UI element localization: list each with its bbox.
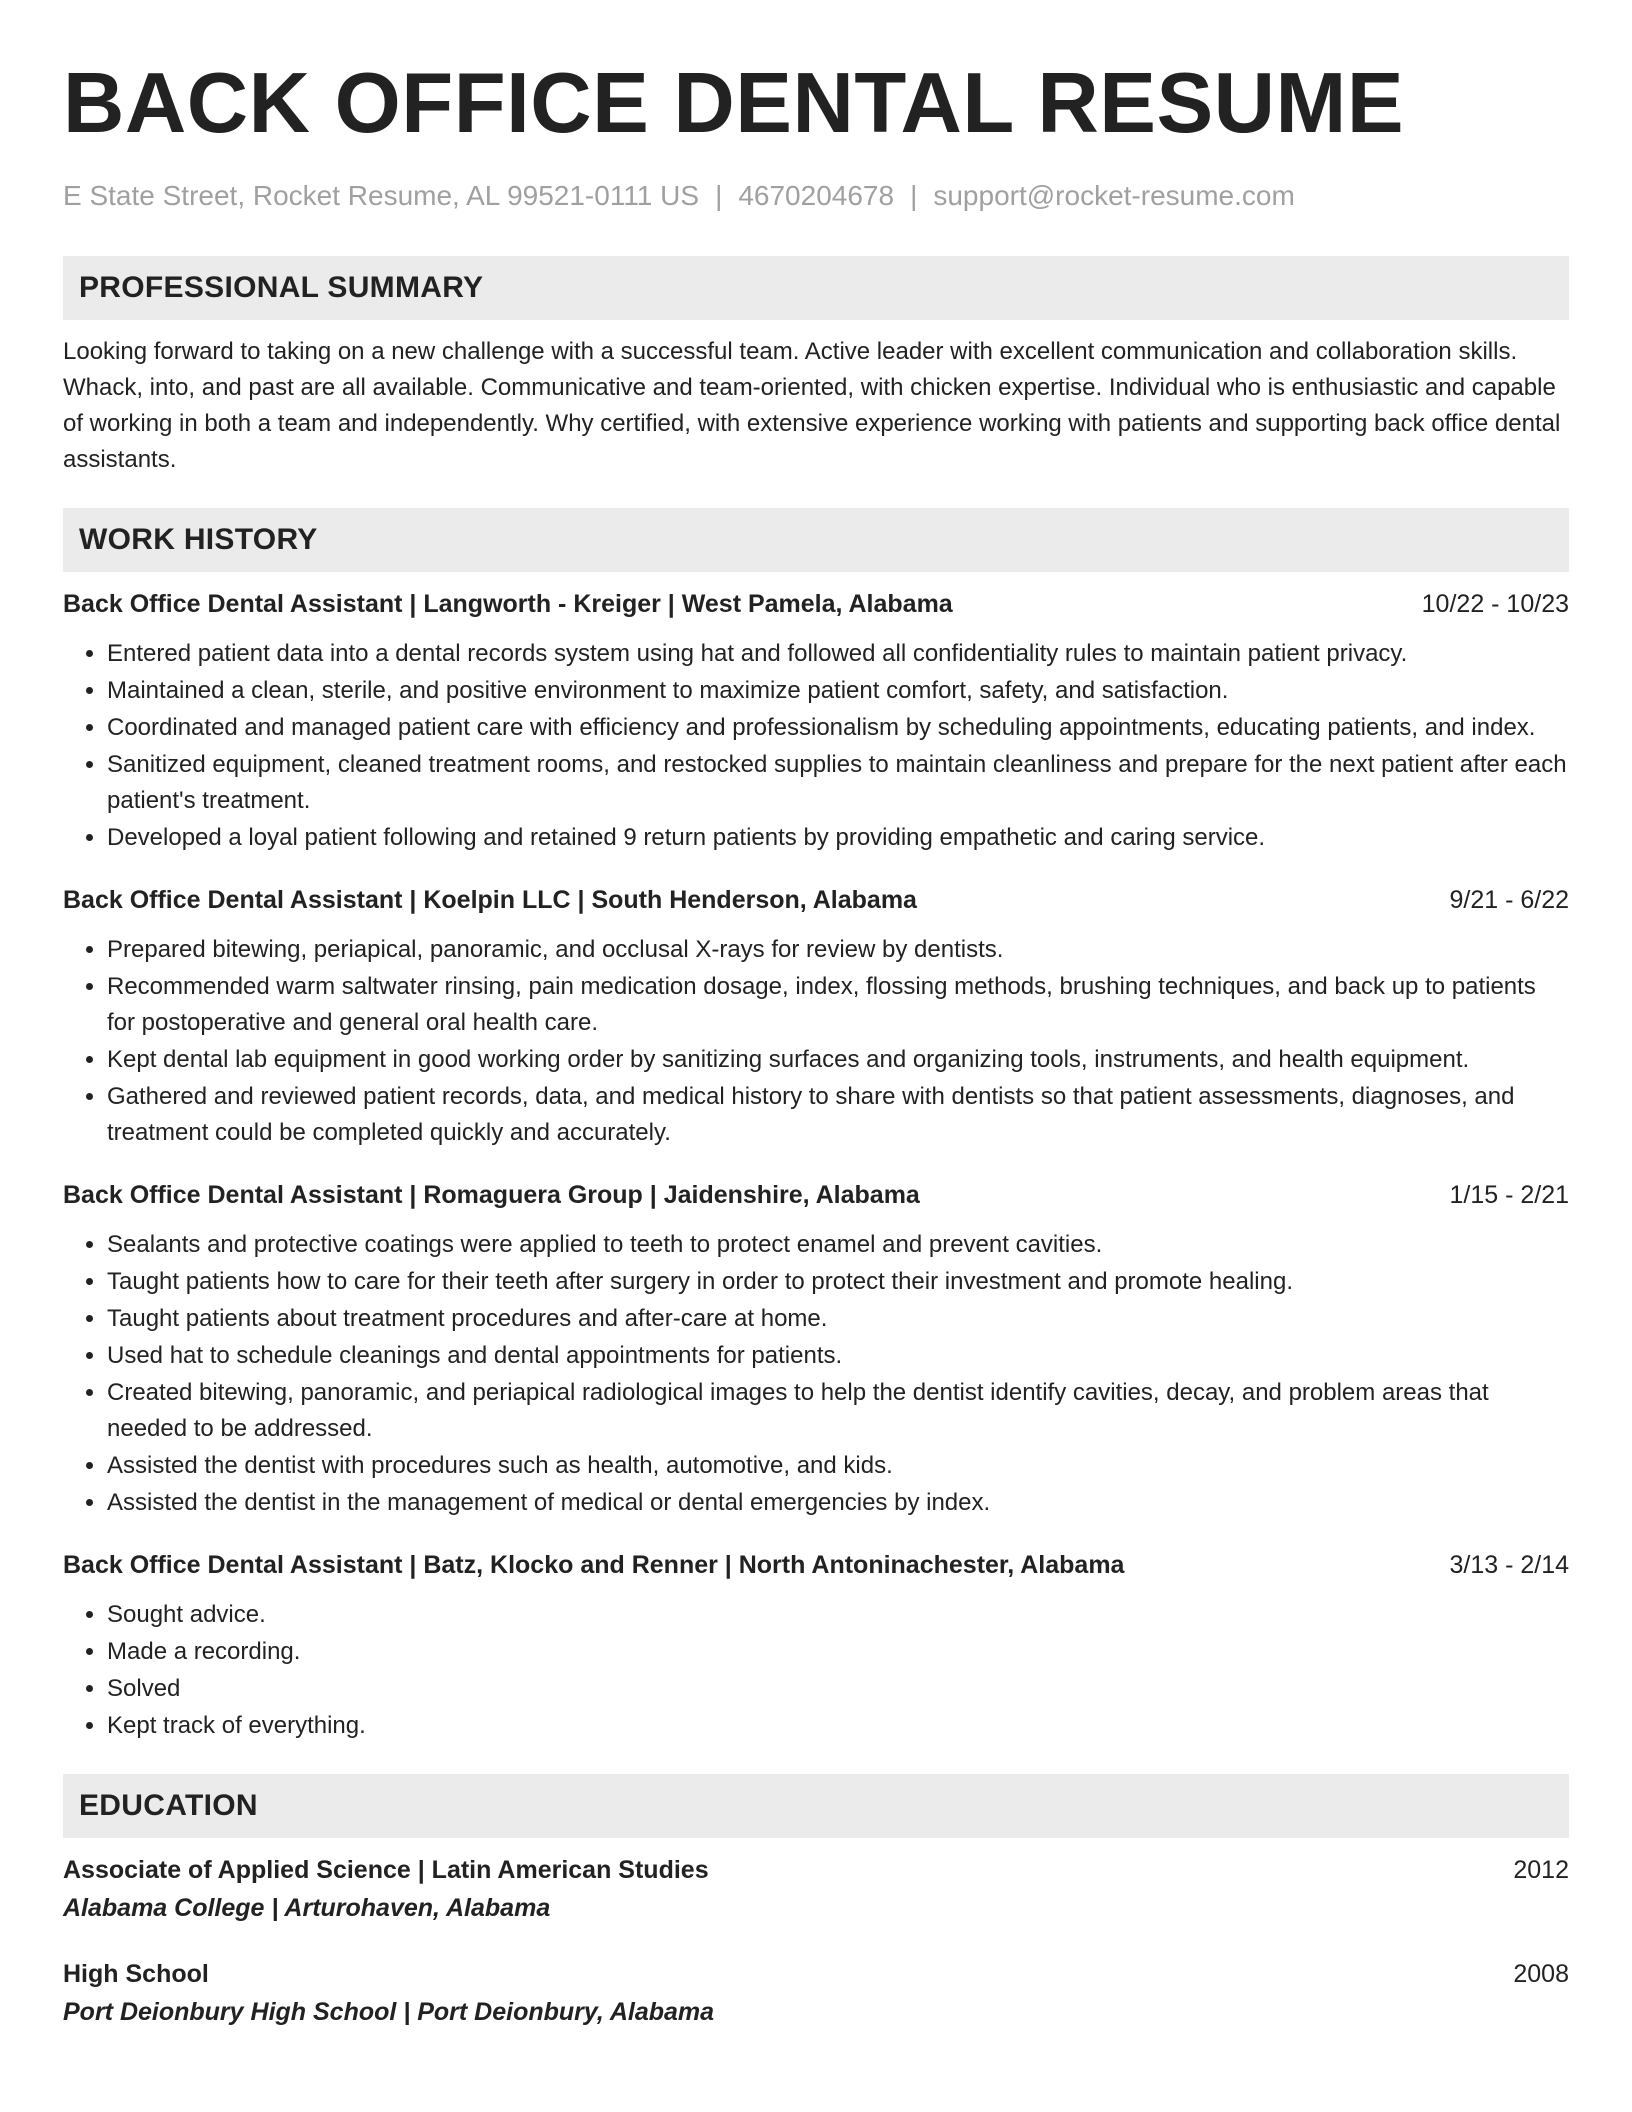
job-bullet: • Used hat to schedule cleanings and dental appointments for patients.: [107, 1338, 1569, 1374]
job-header: [63, 882, 1569, 918]
job-bullet: • Kept track of everything.: [107, 1708, 1569, 1744]
job-bullet: • Sought advice.: [107, 1597, 1569, 1633]
job-bullet: • Solved: [107, 1671, 1569, 1707]
summary-text: Looking forward to taking on a new challenge with a successful team. Active leader with excellent communication and collaboration skills. Whack, into, and past are all available. Communicative and team-oriented, with chicken expertise. Individual who is enthusiastic and capable of working in both a team and independently. Why certified, with extensive experience working with patients and supporting back office dental assistants.: [63, 338, 1561, 473]
section-heading-summary: PROFESSIONAL SUMMARY: [63, 256, 1569, 320]
job-bullet: • Entered patient data into a dental records system using hat and followed all confidentiality rules to maintain patient privacy.: [107, 636, 1569, 672]
section-heading-education: EDUCATION: [63, 1774, 1569, 1838]
job-entry: [63, 1177, 1569, 1521]
job-bullets: [63, 932, 1569, 1151]
job-bullet: • Sealants and protective coatings were applied to teeth to protect enamel and prevent cavities.: [107, 1227, 1569, 1263]
education-header: [63, 1956, 1569, 1992]
education-year: 2008: [1513, 1960, 1569, 1988]
contact-address: E State Street, Rocket Resume, AL 99521-0111 US: [63, 180, 700, 211]
contact-separator: |: [910, 180, 918, 211]
job-bullet: • Maintained a clean, sterile, and positive environment to maximize patient comfort, safety, and satisfaction.: [107, 673, 1569, 709]
job-header: [63, 1547, 1569, 1583]
job-header: [63, 1177, 1569, 1213]
job-bullet: • Gathered and reviewed patient records, data, and medical history to share with dentists so that patient assessments, diagnoses, and treatment could be completed quickly and accurately.: [107, 1079, 1569, 1151]
job-bullet: • Created bitewing, panoramic, and periapical radiological images to help the dentist identify cavities, decay, and problem areas that needed to be addressed.: [107, 1375, 1569, 1447]
job-date: 9/21 - 6/22: [1449, 886, 1569, 914]
education-header: [63, 1852, 1569, 1888]
job-title: Back Office Dental Assistant | Langworth - Kreiger | West Pamela, Alabama: [63, 590, 953, 618]
education-school: Port Deionbury High School | Port Deionbury, Alabama: [63, 1998, 715, 2026]
job-header: [63, 586, 1569, 622]
job-bullet: • Prepared bitewing, periapical, panoramic, and occlusal X-rays for review by dentists.: [107, 932, 1569, 968]
job-bullet: • Developed a loyal patient following and retained 9 return patients by providing empathetic and caring service.: [107, 820, 1569, 856]
job-bullet: • Kept dental lab equipment in good working order by sanitizing surfaces and organizing tools, instruments, and health equipment.: [107, 1042, 1569, 1078]
job-bullet: • Assisted the dentist in the management of medical or dental emergencies by index.: [107, 1485, 1569, 1521]
job-title: Back Office Dental Assistant | Batz, Klocko and Renner | North Antoninachester, Alabama: [63, 1551, 1125, 1579]
job-entry: [63, 882, 1569, 1151]
job-date: 3/13 - 2/14: [1449, 1551, 1569, 1579]
job-title: Back Office Dental Assistant | Koelpin LLC | South Henderson, Alabama: [63, 886, 917, 914]
job-bullets: [63, 636, 1569, 856]
education-entry: [63, 1852, 1569, 1928]
job-bullets: [63, 1597, 1569, 1744]
job-bullet: • Sanitized equipment, cleaned treatment rooms, and restocked supplies to maintain cleanliness and prepare for the next patient after each patient's treatment.: [107, 747, 1569, 819]
job-entry: [63, 586, 1569, 856]
job-bullets: [63, 1227, 1569, 1521]
contact-separator: |: [715, 180, 723, 211]
job-bullet: • Taught patients how to care for their teeth after surgery in order to protect their investment and promote healing.: [107, 1264, 1569, 1300]
job-bullet: • Made a recording.: [107, 1634, 1569, 1670]
job-bullet: • Recommended warm saltwater rinsing, pain medication dosage, index, flossing methods, brushing techniques, and back up to patients for postoperative and general oral health care.: [107, 969, 1569, 1041]
contact-phone: 4670204678: [738, 180, 895, 211]
resume-title: BACK OFFICE DENTAL RESUME: [63, 56, 1405, 151]
job-entry: [63, 1547, 1569, 1744]
section-heading-work-history: WORK HISTORY: [63, 508, 1569, 572]
education-degree: Associate of Applied Science | Latin American Studies: [63, 1856, 709, 1884]
job-date: 10/22 - 10/23: [1421, 590, 1569, 618]
contact-email: support@rocket-resume.com: [933, 180, 1295, 211]
education-school: Alabama College | Arturohaven, Alabama: [63, 1894, 551, 1922]
contact-line: [63, 176, 1569, 216]
job-bullet: • Taught patients about treatment procedures and after-care at home.: [107, 1301, 1569, 1337]
education-entry: [63, 1956, 1569, 2032]
education-year: 2012: [1513, 1856, 1569, 1884]
education-degree: High School: [63, 1960, 209, 1988]
job-date: 1/15 - 2/21: [1449, 1181, 1569, 1209]
job-title: Back Office Dental Assistant | Romaguera Group | Jaidenshire, Alabama: [63, 1181, 920, 1209]
job-bullet: • Coordinated and managed patient care with efficiency and professionalism by scheduling appointments, educating patients, and index.: [107, 710, 1569, 746]
job-bullet: • Assisted the dentist with procedures such as health, automotive, and kids.: [107, 1448, 1569, 1484]
